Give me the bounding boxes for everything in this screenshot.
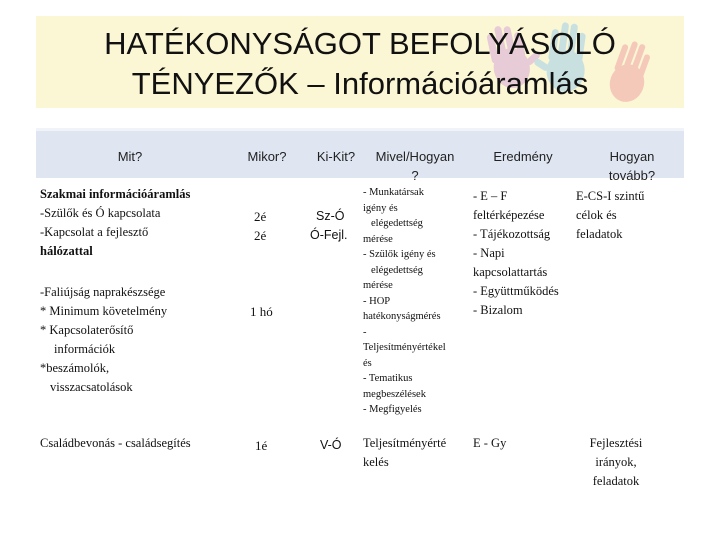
mikor-line: 1 hó bbox=[250, 304, 273, 319]
mivel-line: kelés bbox=[363, 455, 389, 469]
hogyan-line: feladatok bbox=[592, 474, 640, 488]
title-line-2: TÉNYEZŐK – Információáramlás bbox=[131, 66, 589, 101]
header-hogyan bbox=[592, 147, 672, 185]
mikor-line: 2é bbox=[254, 209, 267, 224]
eredmeny-line: - Együttműködés bbox=[473, 284, 559, 298]
eredmeny-column bbox=[473, 187, 559, 320]
mivel-line: igény és bbox=[363, 202, 398, 214]
mit-column-2 bbox=[40, 283, 167, 397]
mivel-line: elégedettség bbox=[371, 218, 423, 229]
hogyan-line: célok és bbox=[576, 208, 617, 222]
header-mikor: Mikor? bbox=[247, 149, 287, 164]
mit-line: -Kapcsolat a fejlesztő bbox=[40, 225, 149, 239]
header-mit: Mit? bbox=[117, 149, 143, 164]
hogyan-column-2 bbox=[580, 434, 652, 491]
eredmeny-line: - Tájékozottság bbox=[473, 227, 551, 241]
kikit-line: V-Ó bbox=[320, 438, 342, 452]
mivel-line: és bbox=[363, 357, 372, 369]
hogyan-line: Fejlesztési bbox=[589, 436, 643, 450]
mivel-line: - Munkatársak bbox=[363, 187, 424, 198]
header-kikit: Ki-Kit? bbox=[316, 149, 356, 164]
table-header-row bbox=[36, 128, 684, 183]
hogyan-line: feladatok bbox=[576, 227, 623, 241]
mit-line: hálózattal bbox=[40, 244, 93, 258]
mivel-line: - Tematikus bbox=[363, 373, 413, 384]
mit-line: -Faliújság naprakészsége bbox=[40, 285, 166, 299]
eredmeny-line: feltérképezése bbox=[473, 208, 545, 222]
mivel-column bbox=[363, 185, 446, 418]
title-line-1: HATÉKONYSÁGOT BEFOLYÁSOLÓ bbox=[104, 26, 616, 61]
mit-line: -Szülők és Ó kapcsolata bbox=[40, 206, 161, 220]
eredmeny-line: - E – F bbox=[473, 189, 508, 203]
mit-line: * Minimum követelmény bbox=[40, 304, 168, 318]
mivel-line: elégedettség bbox=[371, 264, 423, 276]
mivel-line: mérése bbox=[363, 280, 393, 291]
header-eredmeny: Eredmény bbox=[493, 149, 553, 164]
mivel-line: Teljesítményérté bbox=[363, 436, 447, 450]
header-top-stripe bbox=[36, 128, 684, 131]
mit-line: információk bbox=[54, 342, 116, 356]
mivel-line: megbeszélések bbox=[363, 388, 426, 400]
header-mivel-line-1: Mivel/Hogyan bbox=[375, 149, 455, 164]
mikor-line: 1é bbox=[255, 438, 268, 453]
header-hogyan-line-1: Hogyan bbox=[609, 149, 655, 164]
eredmeny-line: E - Gy bbox=[473, 436, 507, 450]
hogyan-line: irányok, bbox=[595, 455, 637, 469]
mivel-line: hatékonyságmérés bbox=[363, 311, 441, 322]
mit-column bbox=[40, 185, 190, 261]
mivel-line: - Szülők igény és bbox=[363, 249, 436, 260]
mit-line: Családbevonás - családsegítés bbox=[40, 436, 191, 450]
mikor-line: 2é bbox=[254, 228, 267, 243]
mivel-line: - bbox=[363, 326, 367, 338]
eredmeny-line: - Napi bbox=[473, 246, 505, 260]
hogyan-line: E-CS-I szintű bbox=[576, 189, 645, 203]
header-hogyan-line-2: tovább? bbox=[608, 168, 656, 183]
mit-line: * Kapcsolaterősítő bbox=[40, 323, 134, 337]
mivel-line: Teljesítményértékel bbox=[363, 342, 446, 353]
mit-line: Szakmai információáramlás bbox=[40, 187, 191, 201]
mit-line: *beszámolók, bbox=[40, 361, 110, 375]
info-flow-table bbox=[36, 128, 684, 490]
kikit-line: Sz-Ó bbox=[316, 209, 345, 223]
mivel-line: - HOP bbox=[363, 295, 391, 307]
mivel-column-2 bbox=[363, 434, 446, 472]
mivel-line: mérése bbox=[363, 233, 393, 245]
eredmeny-line: kapcsolattartás bbox=[473, 265, 548, 279]
header-mivel-line-2: ? bbox=[411, 168, 419, 183]
page-title bbox=[0, 24, 720, 104]
mivel-line: - Megfigyelés bbox=[363, 404, 422, 415]
mit-line: visszacsatolások bbox=[50, 380, 133, 394]
eredmeny-line: - Bizalom bbox=[473, 303, 523, 317]
header-mivel bbox=[362, 147, 468, 185]
kikit-line: Ó-Fejl. bbox=[310, 228, 348, 242]
hogyan-column bbox=[576, 187, 644, 244]
